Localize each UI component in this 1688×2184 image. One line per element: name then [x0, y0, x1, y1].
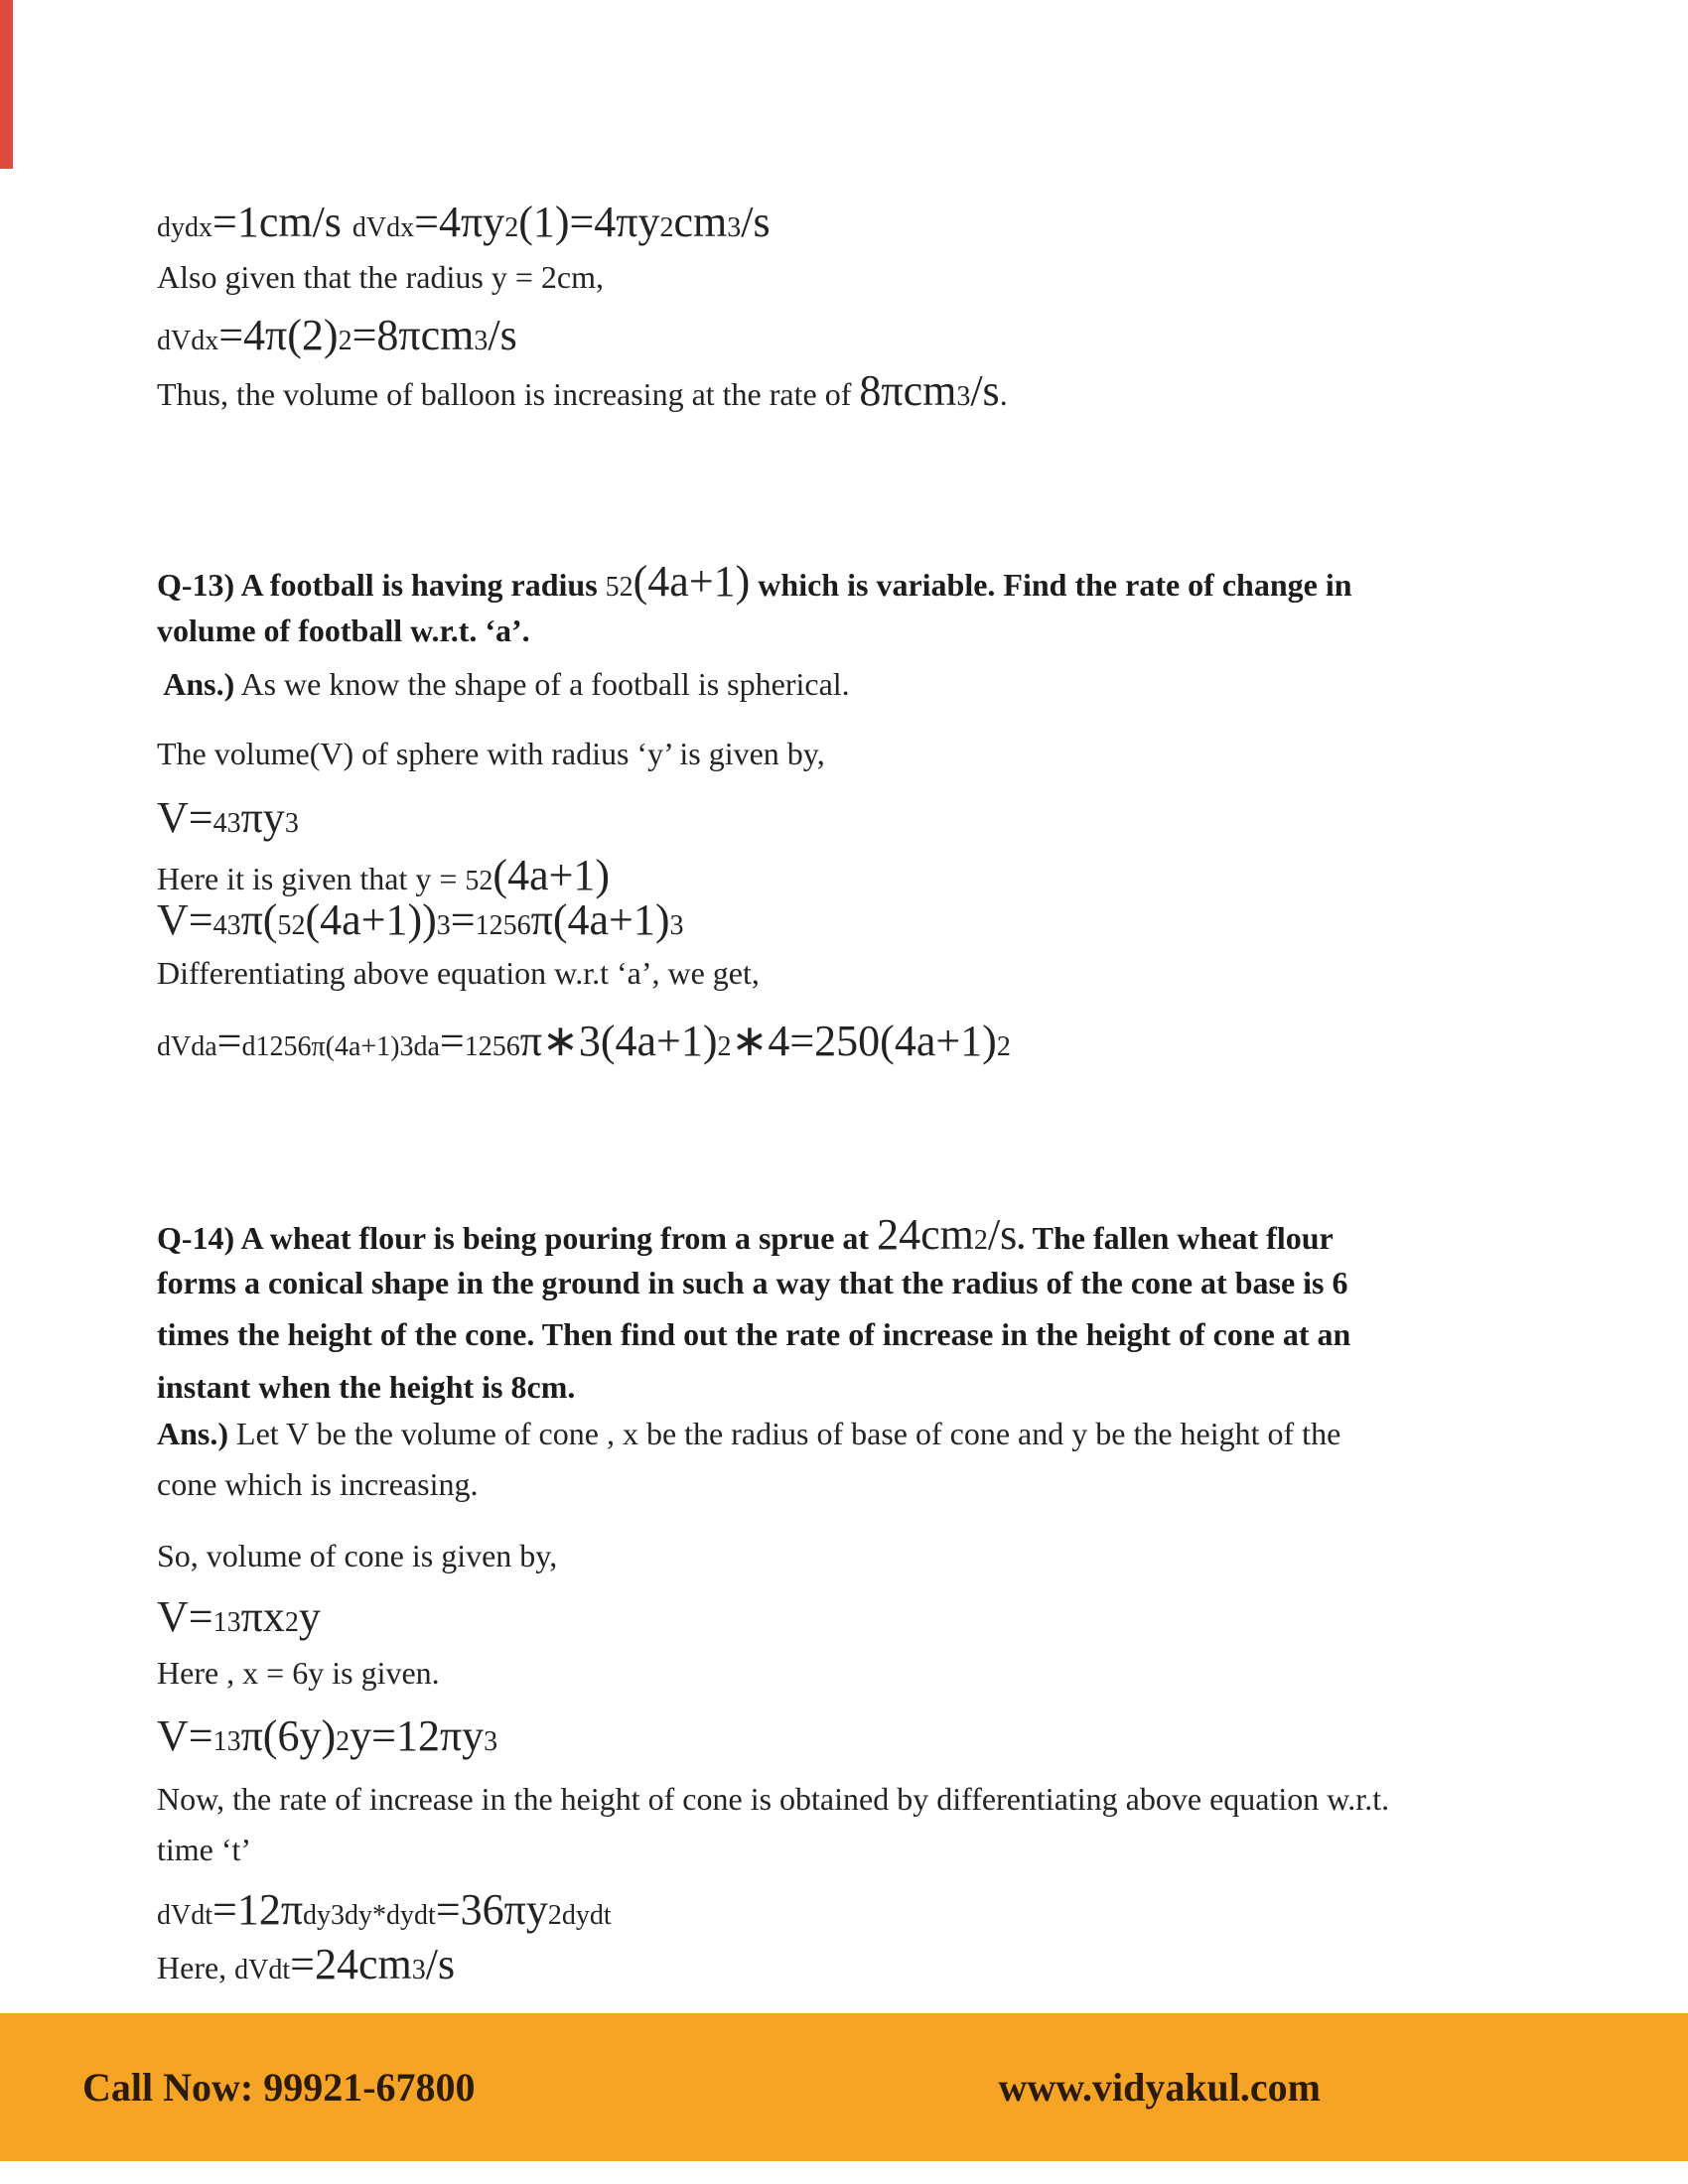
doc-line [157, 1317, 1350, 1352]
doc-line [157, 1833, 251, 1867]
formula-segment: π(6y) [240, 1711, 337, 1760]
formula-segment: 13 [212, 1726, 241, 1757]
doc-line [157, 956, 760, 991]
doc-line [157, 1467, 478, 1502]
formula-segment: =12π [212, 1885, 304, 1934]
formula-segment: =24cm [290, 1940, 412, 1988]
footer-bar [0, 2013, 1688, 2161]
formula-segment: /s [987, 1210, 1018, 1259]
formula-segment: 2 [717, 1031, 732, 1062]
footer-phone: Call Now: 99921-67800 [82, 2065, 476, 2110]
doc-line [157, 199, 771, 246]
text-segment: . [999, 376, 1008, 412]
formula-segment: 24cm [877, 1210, 974, 1259]
formula-segment: =4πy [414, 198, 505, 246]
formula-segment: πy [240, 793, 285, 842]
formula-segment: dVdx [352, 212, 415, 243]
formula-segment: 2 [973, 1225, 988, 1256]
formula-segment: π∗3(4a+1) [519, 1017, 718, 1065]
formula-segment: π(4a+1) [530, 895, 670, 944]
formula-segment: πx [240, 1592, 285, 1641]
formula-segment: d1256π(4a+1)3da [241, 1031, 440, 1062]
formula-segment: 2 [338, 326, 352, 356]
formula-segment: 2 [504, 212, 519, 243]
formula-segment: =4π(2) [218, 311, 339, 359]
text-segment: time ‘t’ [157, 1832, 252, 1867]
formula-segment: =36πy [435, 1885, 548, 1934]
formula-segment: 2dydt [547, 1900, 612, 1931]
doc-line [157, 1712, 497, 1760]
text-segment: Q-14) A wheat flour is being pouring from a sprue at [157, 1220, 878, 1256]
formula-segment: 1256 [464, 1031, 520, 1062]
doc-line [157, 614, 530, 648]
formula-segment: 52 [605, 572, 633, 603]
formula-segment: 1256 [475, 910, 531, 941]
text-segment: Q-13) A football is having radius [157, 567, 606, 603]
formula-segment: dVdt [157, 1900, 212, 1931]
formula-segment: π( [240, 895, 278, 944]
doc-line [157, 896, 683, 944]
formula-segment: 3 [727, 212, 742, 243]
formula-segment: dVdt [234, 1955, 291, 1985]
formula-segment: /s [425, 1940, 456, 1988]
formula-segment: V= [157, 1711, 213, 1760]
text-segment: Ans.) [157, 666, 235, 702]
text-segment: . The fallen wheat flour [1017, 1220, 1334, 1256]
doc-line [157, 852, 610, 899]
doc-line [157, 737, 825, 771]
formula-segment: /s [488, 311, 517, 359]
formula-segment: 2 [659, 212, 674, 243]
text-segment: Here , x = 6y is given. [157, 1655, 440, 1691]
formula-segment: 2 [996, 1031, 1011, 1062]
formula-segment: =1cm/s [212, 198, 352, 246]
formula-segment: (1)=4πy [518, 198, 660, 246]
formula-segment: dy3dy*dydt [303, 1900, 436, 1931]
text-segment: Also given that the radius y = 2cm, [157, 259, 604, 295]
text-segment: The volume(V) of sphere with radius ‘y’ is given by, [157, 736, 825, 771]
formula-segment: 3 [484, 1726, 498, 1757]
formula-segment: y=12πy [350, 1711, 485, 1760]
doc-line [157, 1656, 440, 1691]
formula-segment: (4a+1) [633, 557, 751, 606]
doc-line [157, 1782, 1389, 1817]
formula-segment: (4a+1)) [305, 895, 437, 944]
formula-segment: 3 [669, 910, 684, 941]
formula-segment: 3 [956, 381, 971, 412]
formula-segment: dydx [157, 212, 212, 243]
formula-segment: 43 [212, 808, 241, 839]
text-segment: cone which is increasing. [157, 1466, 479, 1502]
text-segment: instant when the height is 8cm. [157, 1369, 576, 1405]
text-segment: Now, the rate of increase in the height of cone is obtained by differentiating above equation w.r.t. [157, 1781, 1390, 1817]
footer-website: www.vidyakul.com [998, 2065, 1321, 2110]
text-segment: forms a conical shape in the ground in such a way that the radius of the cone at base is 6 [157, 1265, 1348, 1300]
formula-segment: /s [741, 198, 771, 246]
doc-line [157, 1593, 321, 1641]
formula-segment: 3 [284, 808, 299, 839]
text-segment: Thus, the volume of balloon is increasing at the rate of [157, 376, 860, 412]
formula-segment: /s [970, 366, 1000, 415]
formula-segment: =8πcm [352, 311, 475, 359]
formula-segment: 52 [277, 910, 306, 941]
doc-line [157, 1941, 455, 1988]
text-segment: which is variable. Find the rate of change in [750, 567, 1352, 603]
text-segment: Ans.) [157, 1416, 229, 1451]
formula-segment: dVda [157, 1031, 217, 1062]
doc-line [157, 558, 1352, 606]
doc-line [157, 1539, 557, 1573]
formula-segment: 8πcm [859, 366, 957, 415]
formula-segment: 13 [212, 1607, 241, 1638]
formula-segment: dVdx [157, 326, 219, 356]
text-segment: So, volume of cone is given by, [157, 1538, 558, 1573]
doc-line [157, 367, 1008, 415]
formula-segment: ∗4=250(4a+1) [731, 1017, 997, 1065]
formula-segment: cm [673, 198, 728, 246]
formula-segment: 2 [284, 1607, 299, 1638]
doc-line [157, 1266, 1347, 1300]
doc-line [157, 312, 517, 359]
formula-segment: V= [157, 895, 213, 944]
doc-line [157, 1417, 1340, 1451]
text-segment: Here it is given that y = [157, 861, 466, 896]
formula-segment: 52 [465, 866, 493, 896]
text-segment: times the height of the cone. Then find out the rate of increase in the height of cone at an [157, 1316, 1351, 1352]
formula-segment: 2 [336, 1726, 351, 1757]
formula-segment: V= [157, 1592, 213, 1641]
doc-line [157, 1018, 1011, 1065]
formula-segment: y [298, 1592, 321, 1641]
formula-segment: 3 [474, 326, 489, 356]
doc-line [157, 667, 850, 702]
formula-segment: = [216, 1017, 242, 1065]
doc-line [157, 260, 604, 295]
text-segment: volume of football w.r.t. ‘a’. [157, 613, 530, 648]
formula-segment: (4a+1) [492, 851, 611, 899]
formula-segment: 3 [436, 910, 451, 941]
text-segment: As we know the shape of a football is spherical. [234, 666, 850, 702]
formula-segment: = [450, 895, 476, 944]
doc-line [157, 1886, 612, 1934]
formula-segment: 43 [212, 910, 241, 941]
formula-segment: 3 [411, 1955, 426, 1985]
doc-line [157, 1211, 1334, 1259]
text-segment: Let V be the volume of cone , x be the radius of base of cone and y be the height of the [228, 1416, 1341, 1451]
text-segment: Differentiating above equation w.r.t ‘a’, we get, [157, 955, 760, 991]
formula-segment: = [439, 1017, 465, 1065]
doc-line [157, 1370, 575, 1405]
doc-line [157, 794, 299, 842]
text-segment: Here, [157, 1950, 235, 1985]
formula-segment: V= [157, 793, 213, 842]
